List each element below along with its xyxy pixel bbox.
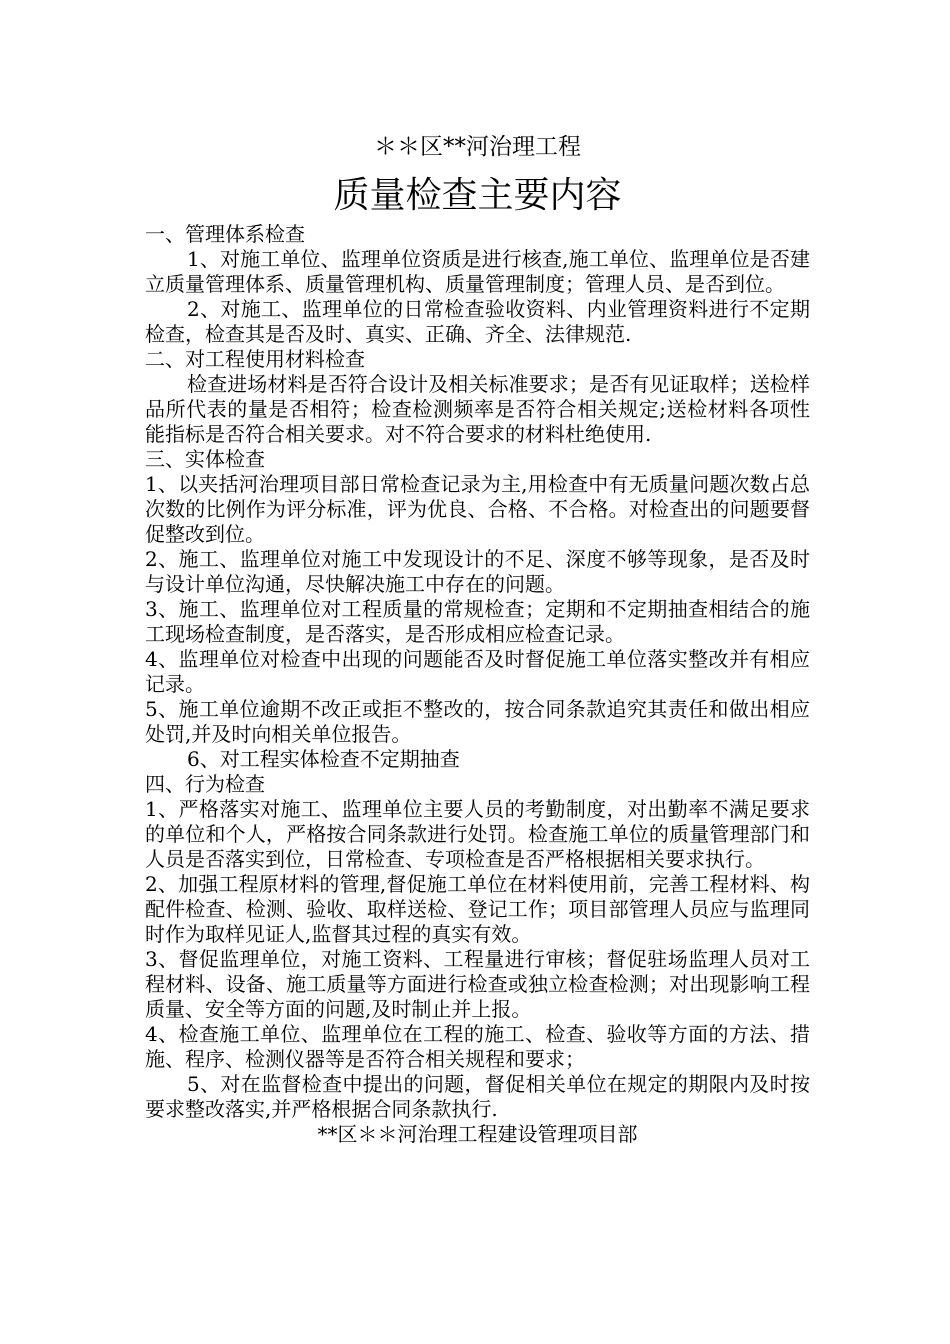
document-footer-signature: **区＊＊河治理工程建设管理项目部 bbox=[317, 1122, 638, 1146]
section-paragraph: 1、对施工单位、监理单位资质是进行核查,施工单位、监理单位是否建立质量管理体系、质量管理机构、质量管理制度；管理人员、是否到位。 bbox=[145, 247, 810, 296]
section-paragraph: 3、施工、监理单位对工程质量的常规检查；定期和不定期抽查相结合的施工现场检查制度，是否落实，是否形成相应检查记录。 bbox=[145, 597, 810, 646]
document-page bbox=[145, 130, 810, 1147]
section-paragraph: 1、以夹括河治理项目部日常检查记录为主,用检查中有无质量问题次数占总次数的比例作为评分标准，评为优良、合格、不合格。对检查出的问题要督促整改到位。 bbox=[145, 472, 810, 546]
document-subtitle: ＊＊区**河治理工程 bbox=[374, 134, 581, 160]
section-paragraph: 2、加强工程原材料的管理,督促施工单位在材料使用前，完善工程材料、构配件检查、检测、验收、取样送检、登记工作；项目部管理人员应与监理同时作为取样见证人,监督其过程的真实有效。 bbox=[145, 872, 810, 946]
section-paragraph: 4、监理单位对检查中出现的问题能否及时督促施工单位落实整改并有相应记录。 bbox=[145, 647, 810, 696]
section-heading-management: 一、管理体系检查 bbox=[145, 222, 305, 246]
section-paragraph: 2、对施工、监理单位的日常检查验收资料、内业管理资料进行不定期检查，检查其是否及时、真实、正确、齐全、法律规范. bbox=[145, 297, 810, 346]
section-paragraph: 检查进场材料是否符合设计及相关标准要求；是否有见证取样；送检样品所代表的量是否相符；检查检测频率是否符合相关规定;送检材料各项性能指标是否符合相关要求。对不符合要求的材料杜绝使用. bbox=[145, 372, 810, 446]
section-paragraph: 3、督促监理单位，对施工资料、工程量进行审核；督促驻场监理人员对工程材料、设备、施工质量等方面进行检查或独立检查检测；对出现影响工程质量、安全等方面的问题,及时制止并上报。 bbox=[145, 947, 810, 1021]
section-heading-materials: 二、对工程使用材料检查 bbox=[145, 347, 365, 371]
section-paragraph: 1、严格落实对施工、监理单位主要人员的考勤制度，对出勤率不满足要求的单位和个人，严格按合同条款进行处罚。检查施工单位的质量管理部门和人员是否落实到位，日常检查、专项检查是否严格根据相关要求执行。 bbox=[145, 797, 810, 871]
section-paragraph: 4、检查施工单位、监理单位在工程的施工、检查、验收等方面的方法、措施、程序、检测仪器等是否符合相关规程和要求； bbox=[145, 1022, 810, 1071]
section-heading-entity: 三、实体检查 bbox=[145, 447, 265, 471]
section-heading-behavior: 四、行为检查 bbox=[145, 772, 265, 796]
section-paragraph: 2、施工、监理单位对施工中发现设计的不足、深度不够等现象，是否及时与设计单位沟通，尽快解决施工中存在的问题。 bbox=[145, 547, 810, 596]
document-title: 质量检查主要内容 bbox=[333, 175, 622, 216]
section-paragraph: 5、对在监督检查中提出的问题，督促相关单位在规定的期限内及时按要求整改落实,并严格根据合同条款执行. bbox=[145, 1072, 810, 1121]
section-paragraph: 6、对工程实体检查不定期抽查 bbox=[187, 747, 460, 771]
section-paragraph: 5、施工单位逾期不改正或拒不整改的，按合同条款追究其责任和做出相应处罚,并及时向相关单位报告。 bbox=[145, 697, 810, 746]
